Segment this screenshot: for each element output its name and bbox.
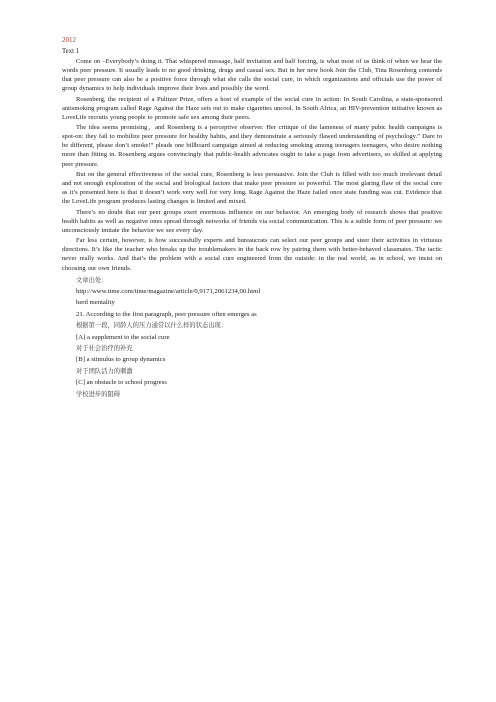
- question-text: 21. According to the first paragraph, peer pressure often emerges as: [76, 310, 257, 318]
- question-translation: 根据第一段，同龄人的压力通常以什么样的状态出现：: [76, 322, 228, 330]
- exam-year: 2012: [62, 36, 76, 44]
- option-a: [A] a supplement to the social cure: [76, 333, 170, 341]
- option-c: [C] an obstacle to school progress: [76, 379, 167, 387]
- paragraph-5: There’s no doubt that our peer groups exert enormous influence on our behavior. An emerging body of research shows that positive health habits as well as negative ones spread through networks of friends via social communication. This is a subtle form of peer pressure: we unconsciously imitate the behavior we see every day.: [62, 208, 442, 234]
- document-page: [62, 36, 442, 400]
- paragraph-3: The idea seems promising，and Rosenberg is a perceptive observer. Her critique of the lameness of many pubic health campaigns is spot-on: they fail to mobilize peer pressure for healthy habits, and they demonstrate a seriously flawed understanding of psychology.” Dare to be different, please don’t smoke!” pleads one billboard campaign aimed at reducing smoking among teenagers teenagers, who desire nothing more than fitting in. Rosenberg argues convincingly that public-health advocates ought to take a page from advertisers, so skilled at applying peer pressure.: [62, 124, 442, 168]
- keyword: herd mentality: [76, 299, 115, 307]
- source-and-question: [62, 275, 442, 400]
- text-label: Text 1: [62, 48, 80, 55]
- option-b: [B] a stimulus to group dynamics: [76, 356, 166, 364]
- paragraph-4: But on the general effectiveness of the social cure, Rosenberg is less persuasive. Join the Club is filled with too much irrelevant detail and not enough exploration of the social and biological factors that make peer pressure so powerful. The most glaring flaw of the social cure as it’s presented here is that it doesn’t work very well for very long. Rage Against the Haze failed once state funding was cut. Evidence that the LoveLife program produces lasting changes is limited and mixed.: [62, 171, 442, 206]
- source-label: 文章出处：: [76, 276, 108, 284]
- source-url[interactable]: http://www.time.com/time/magazine/article/0,9171,2061234,00.html: [76, 287, 261, 295]
- paragraph-6: Far less certain, however, is how successfully experts and bureaucrats can select our peer groups and steer their activities in virtuous directions. It’s like the teacher who breaks up the troublemakers in the back row by pairing them with better-behaved classmates. The tactic never really works. And that’s the problem with a social cure engineered from the outside: in the real world, as in school, we insist on choosing our own friends.: [62, 237, 442, 272]
- option-b-translation: 对于团队活力的刺激: [76, 367, 133, 375]
- paragraph-1: Come on –Everybody’s doing it. That whispered message, half invitation and half forcing, is what most of us think of when we hear the words peer pressure. It usually leads to no good drinking, drugs and casual sex. But in her new book Join the Club, Tina Rosenberg contends that peer pressure can also be a positive force through what she calls the social cure, in which organizations and officials use the power of group dynamics to help individuals improve their lives and possibly the word.: [62, 58, 442, 93]
- option-a-translation: 对于社会治疗的补充: [76, 345, 133, 353]
- option-c-translation: 学校进步的阻碍: [76, 390, 121, 398]
- paragraph-2: Rosenberg, the recipient of a Pulitzer Prize, offers a host of example of the social cure in action: In South Carolina, a state-sponsored antismoking program called Rage Against the Haze sets out to make cigarettes uncool. In South Africa, an HIV-prevention initiative known as LoveLife recruits young people to promote safe sex among their peers.: [62, 95, 442, 121]
